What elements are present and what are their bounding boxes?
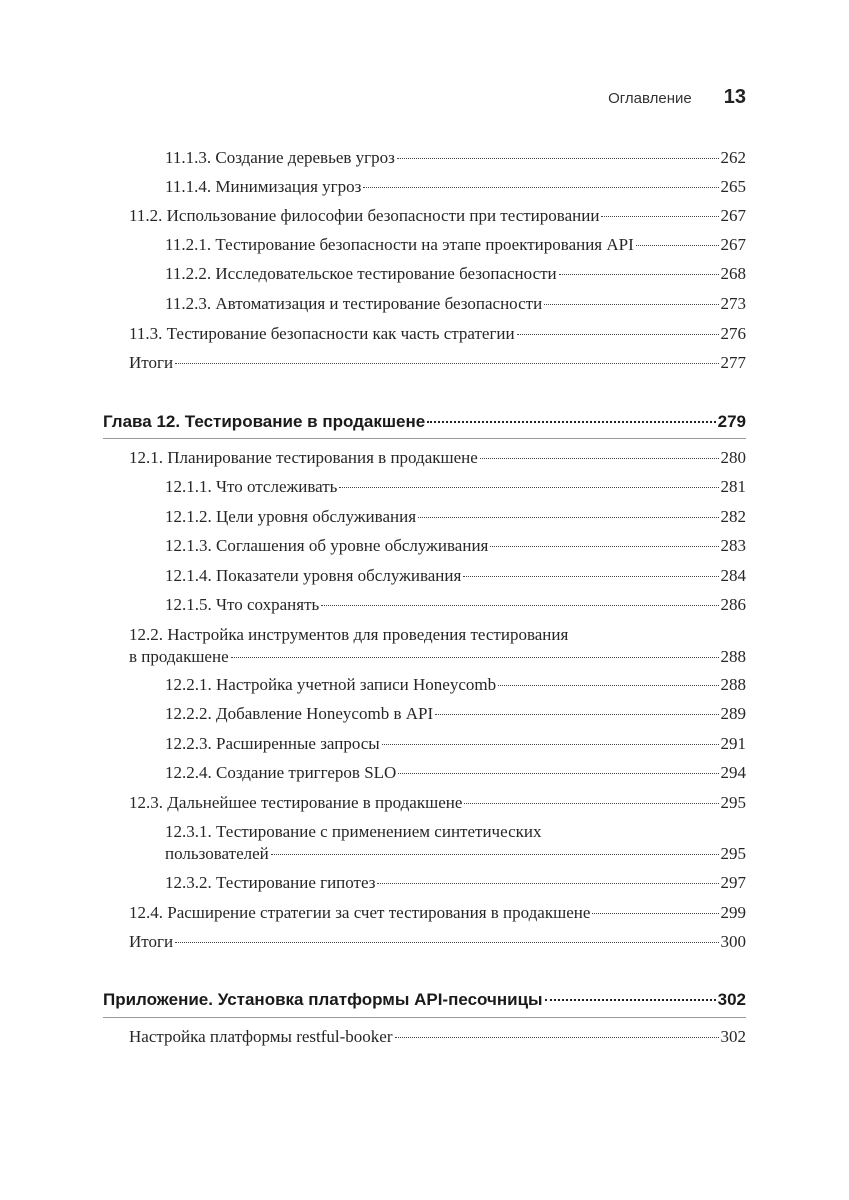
toc-entry-page: 268	[720, 264, 746, 283]
toc-entry-page: 277	[720, 353, 746, 372]
dot-leader	[175, 362, 718, 364]
chapter-rule	[103, 438, 746, 439]
dot-leader	[382, 743, 719, 745]
dot-leader	[435, 713, 718, 715]
toc-entry[interactable]	[165, 234, 746, 256]
toc-entry[interactable]	[129, 1026, 746, 1048]
toc-entry-title: 12.1.3. Соглашения об уровне обслуживания	[165, 536, 489, 555]
toc-entry-page: 265	[720, 177, 746, 196]
toc-entry-page: 294	[720, 763, 746, 782]
toc-entry-page: 288	[720, 675, 746, 694]
toc-entry-page: 282	[720, 507, 746, 526]
dot-leader	[427, 420, 715, 423]
dot-leader	[498, 684, 718, 686]
toc-entry[interactable]	[165, 293, 746, 315]
toc-entry-page: 281	[720, 477, 746, 496]
toc-entry-title: 12.1.1. Что отслеживать	[165, 477, 338, 496]
toc-entry[interactable]	[165, 594, 746, 616]
dot-leader	[395, 1036, 719, 1038]
chapter-page: 279	[717, 412, 746, 431]
appendix-page: 302	[717, 990, 746, 1009]
toc-entry-page: 276	[720, 324, 746, 343]
dot-leader	[480, 457, 719, 459]
appendix-title: Приложение. Установка платформы API-песочницы	[103, 990, 543, 1009]
toc-entry[interactable]	[165, 821, 746, 865]
toc-entry[interactable]	[129, 352, 746, 374]
dot-leader	[377, 882, 718, 884]
toc-entry-title: 12.1. Планирование тестирования в продакшене	[129, 448, 478, 467]
dot-leader	[398, 772, 718, 774]
toc-entry-title: 11.1.3. Создание деревьев угроз	[165, 148, 395, 167]
toc-entry-title: 12.3.1. Тестирование с применением синтетических	[165, 822, 542, 841]
dot-leader	[271, 853, 719, 855]
toc-entry-title: Итоги	[129, 932, 174, 951]
toc-entry[interactable]	[165, 872, 746, 894]
dot-leader	[490, 545, 718, 547]
dot-leader	[464, 802, 718, 804]
appendix-rule	[103, 1017, 746, 1018]
dot-leader	[636, 244, 719, 246]
dot-leader	[544, 303, 718, 305]
toc-entry[interactable]	[165, 674, 746, 696]
dot-leader	[321, 604, 718, 606]
chapter-heading[interactable]	[103, 411, 746, 433]
toc-entry[interactable]	[165, 476, 746, 498]
toc-entry-title: 11.2. Использование философии безопасности при тестировании	[129, 206, 600, 225]
toc-entry[interactable]	[165, 506, 746, 528]
toc-entry-page: 288	[720, 647, 746, 666]
dot-leader	[363, 186, 718, 188]
toc-entry-title: 12.1.5. Что сохранять	[165, 595, 320, 614]
dot-leader	[545, 998, 716, 1001]
dot-leader	[175, 941, 718, 943]
toc-entry-title: 11.2.2. Исследовательское тестирование безопасности	[165, 264, 557, 283]
toc-entry-title: 11.3. Тестирование безопасности как часть стратегии	[129, 324, 515, 343]
toc-entry-title: 12.3.2. Тестирование гипотез	[165, 873, 376, 892]
toc-entry-title: 12.2.4. Создание триггеров SLO	[165, 763, 397, 782]
toc-entry-page: 295	[720, 793, 746, 812]
dot-leader	[592, 912, 718, 914]
toc-entry[interactable]	[165, 703, 746, 725]
toc-entry[interactable]	[129, 323, 746, 345]
page-number: 13	[723, 86, 746, 108]
toc-entry-title-continued: в продакшене	[129, 647, 229, 666]
toc-entry[interactable]	[129, 931, 746, 953]
toc-entry-title: 11.1.4. Минимизация угроз	[165, 177, 362, 196]
toc-entry-title: 12.2.1. Настройка учетной записи Honeycomb	[165, 675, 497, 694]
toc-entry[interactable]	[165, 263, 746, 285]
toc-entry-page: 289	[720, 704, 746, 723]
toc-entry-title: Итоги	[129, 353, 174, 372]
toc-entry[interactable]	[165, 176, 746, 198]
toc-entry[interactable]	[165, 762, 746, 784]
toc-entry-page: 273	[720, 294, 746, 313]
dot-leader	[517, 333, 719, 335]
toc-entry-title: 12.2.2. Добавление Honeycomb в API	[165, 704, 434, 723]
toc-entry-title-continued: пользователей	[165, 844, 269, 863]
toc-entry-page: 267	[720, 235, 746, 254]
toc-entry-page: 267	[720, 206, 746, 225]
toc-entry[interactable]	[129, 792, 746, 814]
toc-entry-page: 283	[720, 536, 746, 555]
toc-entry[interactable]	[165, 147, 746, 169]
toc-entry-title: Настройка платформы restful-booker	[129, 1027, 393, 1046]
chapter-title: Глава 12. Тестирование в продакшене	[103, 412, 426, 431]
appendix-heading[interactable]	[103, 989, 746, 1011]
toc-entry-page: 295	[720, 844, 746, 863]
toc-entry-title: 11.2.3. Автоматизация и тестирование безопасности	[165, 294, 543, 313]
toc-entry-title: 12.3. Дальнейшее тестирование в продакшене	[129, 793, 463, 812]
toc-entry-page: 302	[720, 1027, 746, 1046]
toc-entry[interactable]	[129, 624, 746, 668]
toc-entry-page: 284	[720, 566, 746, 585]
toc-entry[interactable]	[129, 447, 746, 469]
toc-entry-title: 12.4. Расширение стратегии за счет тестирования в продакшене	[129, 903, 591, 922]
running-head-title: Оглавление	[608, 90, 692, 107]
toc-entry-page: 299	[720, 903, 746, 922]
dot-leader	[397, 157, 719, 159]
toc-entry-page: 297	[720, 873, 746, 892]
toc-entry[interactable]	[129, 902, 746, 924]
toc-entry-page: 300	[720, 932, 746, 951]
toc-entry-title: 12.2. Настройка инструментов для проведения тестирования	[129, 625, 569, 644]
dot-leader	[463, 575, 718, 577]
toc-entry-page: 262	[720, 148, 746, 167]
toc-entry-page: 280	[720, 448, 746, 467]
dot-leader	[231, 656, 719, 658]
dot-leader	[418, 516, 718, 518]
toc-entry[interactable]	[165, 565, 746, 587]
toc-entry-title: 12.1.4. Показатели уровня обслуживания	[165, 566, 462, 585]
toc-entry[interactable]	[165, 535, 746, 557]
toc-entry-page: 291	[720, 734, 746, 753]
toc-entry-page: 286	[720, 595, 746, 614]
dot-leader	[339, 486, 718, 488]
toc-entry-title: 12.1.2. Цели уровня обслуживания	[165, 507, 417, 526]
toc-entry[interactable]	[129, 205, 746, 227]
running-head	[608, 86, 746, 109]
toc-entry-title: 11.2.1. Тестирование безопасности на этапе проектирования API	[165, 235, 634, 254]
dot-leader	[559, 273, 719, 275]
toc-entry-title: 12.2.3. Расширенные запросы	[165, 734, 380, 753]
dot-leader	[601, 215, 718, 217]
toc-entry[interactable]	[165, 733, 746, 755]
